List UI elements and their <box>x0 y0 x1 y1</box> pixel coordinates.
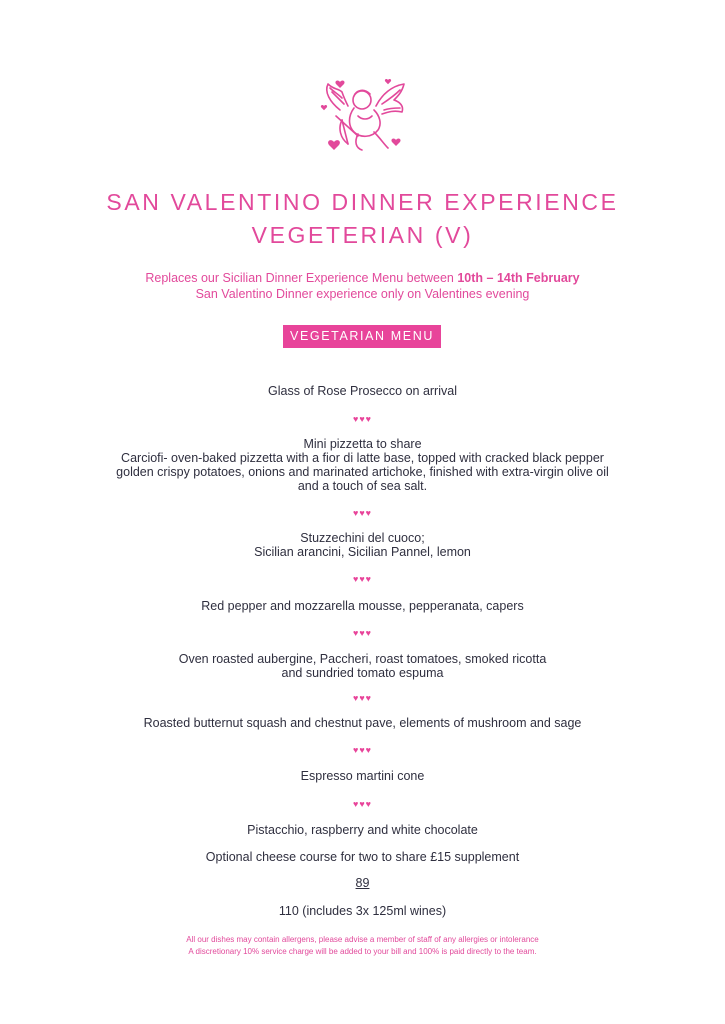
course-dessert: Pistacchio, raspberry and white chocolate <box>247 823 478 837</box>
service-charge-note: A discretionary 10% service charge will be added to your bill and 100% is paid directly to the team. <box>188 947 537 956</box>
course-stuzzechini-desc: Sicilian arancini, Sicilian Pannel, lemon <box>254 545 471 559</box>
dates-note-bold: 10th – 14th February <box>457 271 580 285</box>
price-with-wine: 110 (includes 3x 125ml wines) <box>278 904 447 918</box>
course-squash: Roasted butternut squash and chestnut pave, elements of mushroom and sage <box>143 716 582 730</box>
page-subtitle-vegetarian: VEGETERIAN (V) <box>251 222 474 248</box>
course-aubergine-1: Oven roasted aubergine, Paccheri, roast tomatoes, smoked ricotta <box>178 652 547 666</box>
heart-icon: ♥♥♥ <box>352 414 373 424</box>
price-base-value: 89 <box>355 876 370 890</box>
course-stuzzechini-title: Stuzzechini del cuoco; <box>300 531 425 545</box>
valentines-note: San Valentino Dinner experience only on Valentines evening <box>195 287 530 301</box>
dates-note-text: Replaces our Sicilian Dinner Experience Menu between <box>145 271 458 285</box>
course-pizzetta-desc-3: and a touch of sea salt. <box>297 479 428 493</box>
course-arrival: Glass of Rose Prosecco on arrival <box>268 384 457 398</box>
heart-icon: ♥♥♥ <box>352 745 373 755</box>
course-mousse: Red pepper and mozzarella mousse, pepperanata, capers <box>201 599 524 613</box>
cupid-icon <box>318 76 410 160</box>
heart-icon: ♥♥♥ <box>352 574 373 584</box>
heart-icon: ♥♥♥ <box>352 799 373 809</box>
course-aubergine-2: and sundried tomato espuma <box>281 666 444 680</box>
course-espresso: Espresso martini cone <box>300 769 425 783</box>
allergen-note: All our dishes may contain allergens, please advise a member of staff of any allergies or intolerance <box>186 935 539 944</box>
heart-icon: ♥♥♥ <box>352 628 373 638</box>
price-base <box>0 876 725 891</box>
dates-note <box>0 271 725 286</box>
course-pizzetta-title: Mini pizzetta to share <box>303 437 422 451</box>
heart-icon: ♥♥♥ <box>352 693 373 703</box>
menu-badge: VEGETARIAN MENU <box>283 325 441 348</box>
course-pizzetta-desc-1: Carciofi- oven-baked pizzetta with a fior di latte base, topped with cracked black pepper <box>121 451 604 465</box>
cheese-course: Optional cheese course for two to share £15 supplement <box>205 850 520 864</box>
course-pizzetta-desc-2: golden crispy potatoes, onions and marinated artichoke, finished with extra-virgin olive oil <box>116 465 609 479</box>
heart-icon: ♥♥♥ <box>352 508 373 518</box>
page-title: SAN VALENTINO DINNER EXPERIENCE <box>106 189 619 215</box>
